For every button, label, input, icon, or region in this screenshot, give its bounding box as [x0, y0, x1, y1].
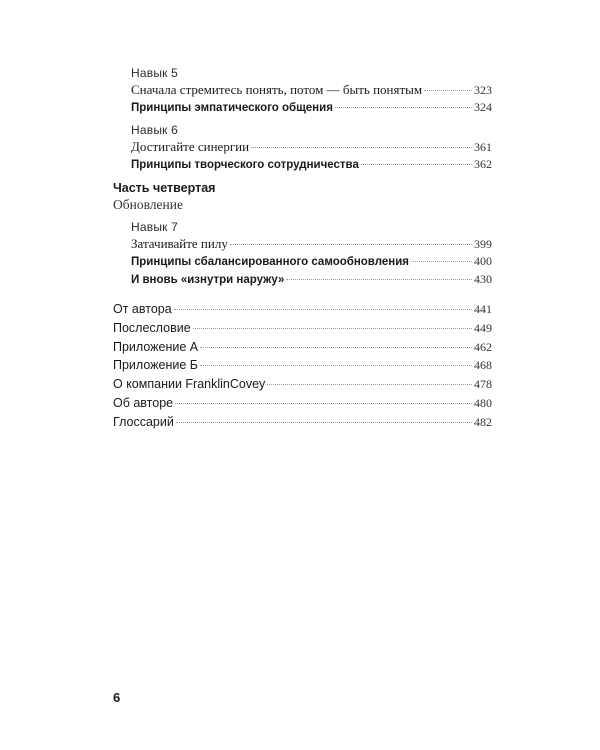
toc-entry-appendix-a — [113, 340, 492, 356]
toc-entry-about-company — [113, 377, 492, 393]
toc-entry-title: Достигайте синергии — [131, 139, 250, 154]
leader-dots — [267, 384, 472, 385]
leader-dots — [175, 403, 472, 404]
toc-entry-page: 482 — [474, 415, 492, 429]
toc-entry-title: Приложение А — [113, 340, 199, 354]
toc-entry-habit-6 — [131, 139, 492, 155]
toc-entry-habit-7 — [131, 236, 492, 252]
toc-entry-page: 462 — [474, 340, 492, 354]
leader-dots — [174, 309, 472, 310]
toc-entry-afterword-author — [113, 302, 492, 318]
toc-entry-page: 468 — [474, 358, 492, 372]
toc-entry-habit-6-sub — [131, 157, 492, 173]
toc-entry-page: 399 — [474, 237, 492, 251]
toc-entry-habit-7-sub2 — [131, 272, 492, 288]
leader-dots — [200, 365, 472, 366]
part-four-title: Часть четвертая — [113, 181, 216, 195]
toc-entry-title: Глоссарий — [113, 415, 174, 429]
toc-entry-epilogue — [113, 321, 492, 337]
toc-entry-title: И вновь «изнутри наружу» — [131, 274, 285, 286]
toc-entry-habit-5-sub — [131, 100, 492, 116]
toc-entry-habit-5 — [131, 82, 492, 98]
toc-entry-page: 361 — [474, 140, 492, 154]
habit-6-label: Навык 6 — [131, 123, 178, 137]
toc-entry-title: Принципы сбалансированного самообновления — [131, 256, 410, 268]
habit-5-label: Навык 5 — [131, 66, 178, 80]
toc-entry-page: 441 — [474, 302, 492, 316]
toc-entry-page: 324 — [474, 100, 492, 114]
leader-dots — [193, 328, 472, 329]
leader-dots — [361, 164, 472, 165]
toc-entry-glossary — [113, 415, 492, 431]
habit-7-label: Навык 7 — [131, 220, 178, 234]
leader-dots — [230, 244, 472, 245]
part-four-subtitle: Обновление — [113, 197, 183, 212]
leader-dots — [411, 261, 472, 262]
toc-entry-title: Послесловие — [113, 321, 191, 335]
toc-entry-title: Приложение Б — [113, 358, 198, 372]
toc-entry-title: От автора — [113, 302, 172, 316]
toc-entry-title: Сначала стремитесь понять, потом — быть понятым — [131, 82, 423, 97]
leader-dots — [200, 347, 472, 348]
leader-dots — [424, 90, 472, 91]
toc-entry-page: 323 — [474, 83, 492, 97]
toc-entry-page: 480 — [474, 396, 492, 410]
toc-entry-page: 430 — [474, 272, 492, 286]
page-number: 6 — [113, 690, 121, 705]
leader-dots — [176, 422, 472, 423]
toc-entry-about-author — [113, 396, 492, 412]
toc-entry-title: Затачивайте пилу — [131, 236, 228, 251]
leader-dots — [251, 147, 472, 148]
toc-entry-page: 400 — [474, 254, 492, 268]
toc-entry-appendix-b — [113, 358, 492, 374]
toc-entry-title: Об авторе — [113, 396, 174, 410]
toc-entry-habit-7-sub1 — [131, 254, 492, 270]
toc-entry-title: О компании FranklinCovey — [113, 377, 266, 391]
toc-entry-page: 362 — [474, 157, 492, 171]
toc-entry-title: Принципы эмпатического общения — [131, 102, 333, 114]
toc-entry-page: 478 — [474, 377, 492, 391]
leader-dots — [335, 107, 472, 108]
toc-entry-title: Принципы творческого сотрудничества — [131, 159, 359, 171]
toc-entry-page: 449 — [474, 321, 492, 335]
leader-dots — [286, 279, 472, 280]
